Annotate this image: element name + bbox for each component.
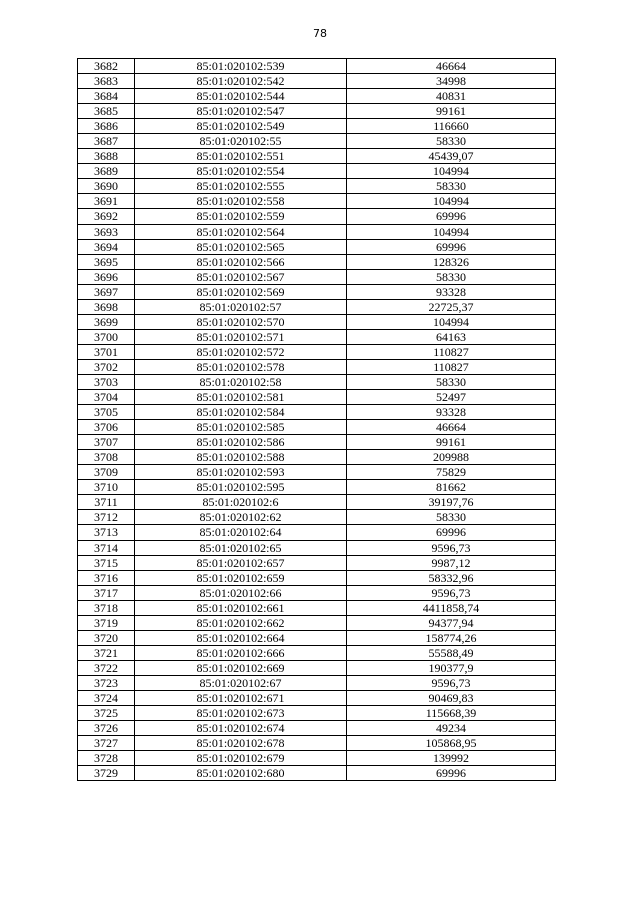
value-cell: 58332,96 <box>347 570 556 585</box>
cadastral-number-cell: 85:01:020102:555 <box>135 179 347 194</box>
table-row <box>78 194 556 209</box>
row-number-cell: 3696 <box>78 269 135 284</box>
table-row <box>78 179 556 194</box>
value-cell: 104994 <box>347 164 556 179</box>
table-row <box>78 239 556 254</box>
cadastral-number-cell: 85:01:020102:565 <box>135 239 347 254</box>
value-cell: 93328 <box>347 405 556 420</box>
cadastral-number-cell: 85:01:020102:584 <box>135 405 347 420</box>
cadastral-number-cell: 85:01:020102:569 <box>135 284 347 299</box>
cadastral-number-cell: 85:01:020102:549 <box>135 119 347 134</box>
table-row <box>78 224 556 239</box>
table-row <box>78 344 556 359</box>
table-row <box>78 540 556 555</box>
value-cell: 9596,73 <box>347 585 556 600</box>
row-number-cell: 3701 <box>78 344 135 359</box>
value-cell: 64163 <box>347 329 556 344</box>
table-row <box>78 570 556 585</box>
cadastral-number-cell: 85:01:020102:559 <box>135 209 347 224</box>
table-row <box>78 420 556 435</box>
row-number-cell: 3685 <box>78 104 135 119</box>
table-row <box>78 615 556 630</box>
value-cell: 104994 <box>347 314 556 329</box>
cadastral-number-cell: 85:01:020102:593 <box>135 465 347 480</box>
row-number-cell: 3697 <box>78 284 135 299</box>
row-number-cell: 3716 <box>78 570 135 585</box>
data-table <box>77 58 556 781</box>
cadastral-number-cell: 85:01:020102:571 <box>135 329 347 344</box>
table-row <box>78 209 556 224</box>
value-cell: 4411858,74 <box>347 600 556 615</box>
table-row <box>78 585 556 600</box>
cadastral-number-cell: 85:01:020102:588 <box>135 450 347 465</box>
value-cell: 39197,76 <box>347 495 556 510</box>
value-cell: 99161 <box>347 104 556 119</box>
table-row <box>78 374 556 389</box>
table-row <box>78 269 556 284</box>
value-cell: 9987,12 <box>347 555 556 570</box>
value-cell: 81662 <box>347 480 556 495</box>
value-cell: 55588,49 <box>347 645 556 660</box>
cadastral-number-cell: 85:01:020102:558 <box>135 194 347 209</box>
row-number-cell: 3687 <box>78 134 135 149</box>
row-number-cell: 3694 <box>78 239 135 254</box>
table-row <box>78 59 556 74</box>
row-number-cell: 3704 <box>78 390 135 405</box>
value-cell: 40831 <box>347 89 556 104</box>
cadastral-number-cell: 85:01:020102:566 <box>135 254 347 269</box>
value-cell: 69996 <box>347 239 556 254</box>
value-cell: 9596,73 <box>347 540 556 555</box>
cadastral-number-cell: 85:01:020102:542 <box>135 74 347 89</box>
cadastral-number-cell: 85:01:020102:564 <box>135 224 347 239</box>
table-row <box>78 74 556 89</box>
value-cell: 58330 <box>347 374 556 389</box>
cadastral-number-cell: 85:01:020102:551 <box>135 149 347 164</box>
table-row <box>78 690 556 705</box>
value-cell: 58330 <box>347 269 556 284</box>
cadastral-number-cell: 85:01:020102:57 <box>135 299 347 314</box>
row-number-cell: 3725 <box>78 706 135 721</box>
value-cell: 104994 <box>347 224 556 239</box>
cadastral-number-cell: 85:01:020102:669 <box>135 660 347 675</box>
table-row <box>78 675 556 690</box>
value-cell: 46664 <box>347 59 556 74</box>
table-row <box>78 480 556 495</box>
table-row <box>78 104 556 119</box>
row-number-cell: 3705 <box>78 405 135 420</box>
row-number-cell: 3718 <box>78 600 135 615</box>
table-row <box>78 164 556 179</box>
value-cell: 209988 <box>347 450 556 465</box>
value-cell: 69996 <box>347 766 556 781</box>
cadastral-number-cell: 85:01:020102:572 <box>135 344 347 359</box>
row-number-cell: 3700 <box>78 329 135 344</box>
value-cell: 94377,94 <box>347 615 556 630</box>
row-number-cell: 3720 <box>78 630 135 645</box>
table-row <box>78 299 556 314</box>
table-row <box>78 766 556 781</box>
value-cell: 58330 <box>347 134 556 149</box>
row-number-cell: 3688 <box>78 149 135 164</box>
row-number-cell: 3714 <box>78 540 135 555</box>
row-number-cell: 3703 <box>78 374 135 389</box>
cadastral-number-cell: 85:01:020102:58 <box>135 374 347 389</box>
table-row <box>78 495 556 510</box>
table-row <box>78 390 556 405</box>
table-row <box>78 645 556 660</box>
value-cell: 104994 <box>347 194 556 209</box>
value-cell: 116660 <box>347 119 556 134</box>
cadastral-number-cell: 85:01:020102:544 <box>135 89 347 104</box>
row-number-cell: 3723 <box>78 675 135 690</box>
table-row <box>78 134 556 149</box>
cadastral-number-cell: 85:01:020102:678 <box>135 736 347 751</box>
row-number-cell: 3729 <box>78 766 135 781</box>
table-row <box>78 706 556 721</box>
value-cell: 158774,26 <box>347 630 556 645</box>
row-number-cell: 3683 <box>78 74 135 89</box>
row-number-cell: 3713 <box>78 525 135 540</box>
table-row <box>78 736 556 751</box>
cadastral-number-cell: 85:01:020102:673 <box>135 706 347 721</box>
table-row <box>78 660 556 675</box>
row-number-cell: 3724 <box>78 690 135 705</box>
table-row <box>78 525 556 540</box>
value-cell: 46664 <box>347 420 556 435</box>
row-number-cell: 3682 <box>78 59 135 74</box>
cadastral-number-cell: 85:01:020102:64 <box>135 525 347 540</box>
row-number-cell: 3709 <box>78 465 135 480</box>
table-row <box>78 751 556 766</box>
value-cell: 190377,9 <box>347 660 556 675</box>
cadastral-number-cell: 85:01:020102:62 <box>135 510 347 525</box>
row-number-cell: 3717 <box>78 585 135 600</box>
cadastral-number-cell: 85:01:020102:585 <box>135 420 347 435</box>
row-number-cell: 3728 <box>78 751 135 766</box>
table-body <box>78 59 556 781</box>
table-row <box>78 600 556 615</box>
row-number-cell: 3711 <box>78 495 135 510</box>
cadastral-number-cell: 85:01:020102:547 <box>135 104 347 119</box>
value-cell: 69996 <box>347 525 556 540</box>
cadastral-number-cell: 85:01:020102:680 <box>135 766 347 781</box>
cadastral-number-cell: 85:01:020102:578 <box>135 359 347 374</box>
value-cell: 34998 <box>347 74 556 89</box>
table-row <box>78 359 556 374</box>
value-cell: 139992 <box>347 751 556 766</box>
value-cell: 75829 <box>347 465 556 480</box>
row-number-cell: 3707 <box>78 435 135 450</box>
table-row <box>78 465 556 480</box>
cadastral-number-cell: 85:01:020102:6 <box>135 495 347 510</box>
cadastral-number-cell: 85:01:020102:66 <box>135 585 347 600</box>
value-cell: 93328 <box>347 284 556 299</box>
row-number-cell: 3699 <box>78 314 135 329</box>
cadastral-number-cell: 85:01:020102:554 <box>135 164 347 179</box>
value-cell: 110827 <box>347 344 556 359</box>
cadastral-number-cell: 85:01:020102:570 <box>135 314 347 329</box>
cadastral-number-cell: 85:01:020102:539 <box>135 59 347 74</box>
value-cell: 105868,95 <box>347 736 556 751</box>
cadastral-number-cell: 85:01:020102:55 <box>135 134 347 149</box>
row-number-cell: 3695 <box>78 254 135 269</box>
row-number-cell: 3722 <box>78 660 135 675</box>
row-number-cell: 3712 <box>78 510 135 525</box>
cadastral-number-cell: 85:01:020102:659 <box>135 570 347 585</box>
value-cell: 45439,07 <box>347 149 556 164</box>
row-number-cell: 3706 <box>78 420 135 435</box>
value-cell: 110827 <box>347 359 556 374</box>
row-number-cell: 3715 <box>78 555 135 570</box>
value-cell: 52497 <box>347 390 556 405</box>
cadastral-number-cell: 85:01:020102:661 <box>135 600 347 615</box>
value-cell: 90469,83 <box>347 690 556 705</box>
row-number-cell: 3702 <box>78 359 135 374</box>
table-row <box>78 89 556 104</box>
cadastral-number-cell: 85:01:020102:679 <box>135 751 347 766</box>
page-number: 78 <box>313 27 327 40</box>
row-number-cell: 3708 <box>78 450 135 465</box>
table-row <box>78 329 556 344</box>
row-number-cell: 3693 <box>78 224 135 239</box>
table-row <box>78 405 556 420</box>
value-cell: 128326 <box>347 254 556 269</box>
table-row <box>78 119 556 134</box>
row-number-cell: 3726 <box>78 721 135 736</box>
table-row <box>78 555 556 570</box>
cadastral-number-cell: 85:01:020102:664 <box>135 630 347 645</box>
row-number-cell: 3686 <box>78 119 135 134</box>
cadastral-number-cell: 85:01:020102:657 <box>135 555 347 570</box>
cadastral-number-cell: 85:01:020102:595 <box>135 480 347 495</box>
cadastral-number-cell: 85:01:020102:662 <box>135 615 347 630</box>
value-cell: 115668,39 <box>347 706 556 721</box>
table-row <box>78 254 556 269</box>
cadastral-number-cell: 85:01:020102:586 <box>135 435 347 450</box>
row-number-cell: 3689 <box>78 164 135 179</box>
cadastral-number-cell: 85:01:020102:567 <box>135 269 347 284</box>
row-number-cell: 3710 <box>78 480 135 495</box>
row-number-cell: 3692 <box>78 209 135 224</box>
value-cell: 49234 <box>347 721 556 736</box>
value-cell: 22725,37 <box>347 299 556 314</box>
row-number-cell: 3691 <box>78 194 135 209</box>
table-row <box>78 630 556 645</box>
cadastral-number-cell: 85:01:020102:581 <box>135 390 347 405</box>
table-row <box>78 314 556 329</box>
value-cell: 58330 <box>347 179 556 194</box>
cadastral-number-cell: 85:01:020102:65 <box>135 540 347 555</box>
cadastral-number-cell: 85:01:020102:674 <box>135 721 347 736</box>
table-row <box>78 149 556 164</box>
table-row <box>78 284 556 299</box>
cadastral-number-cell: 85:01:020102:666 <box>135 645 347 660</box>
cadastral-number-cell: 85:01:020102:671 <box>135 690 347 705</box>
table-row <box>78 435 556 450</box>
row-number-cell: 3698 <box>78 299 135 314</box>
row-number-cell: 3719 <box>78 615 135 630</box>
value-cell: 58330 <box>347 510 556 525</box>
value-cell: 9596,73 <box>347 675 556 690</box>
cadastral-number-cell: 85:01:020102:67 <box>135 675 347 690</box>
row-number-cell: 3721 <box>78 645 135 660</box>
row-number-cell: 3684 <box>78 89 135 104</box>
table-row <box>78 510 556 525</box>
table-row <box>78 450 556 465</box>
value-cell: 99161 <box>347 435 556 450</box>
row-number-cell: 3727 <box>78 736 135 751</box>
row-number-cell: 3690 <box>78 179 135 194</box>
value-cell: 69996 <box>347 209 556 224</box>
table-row <box>78 721 556 736</box>
